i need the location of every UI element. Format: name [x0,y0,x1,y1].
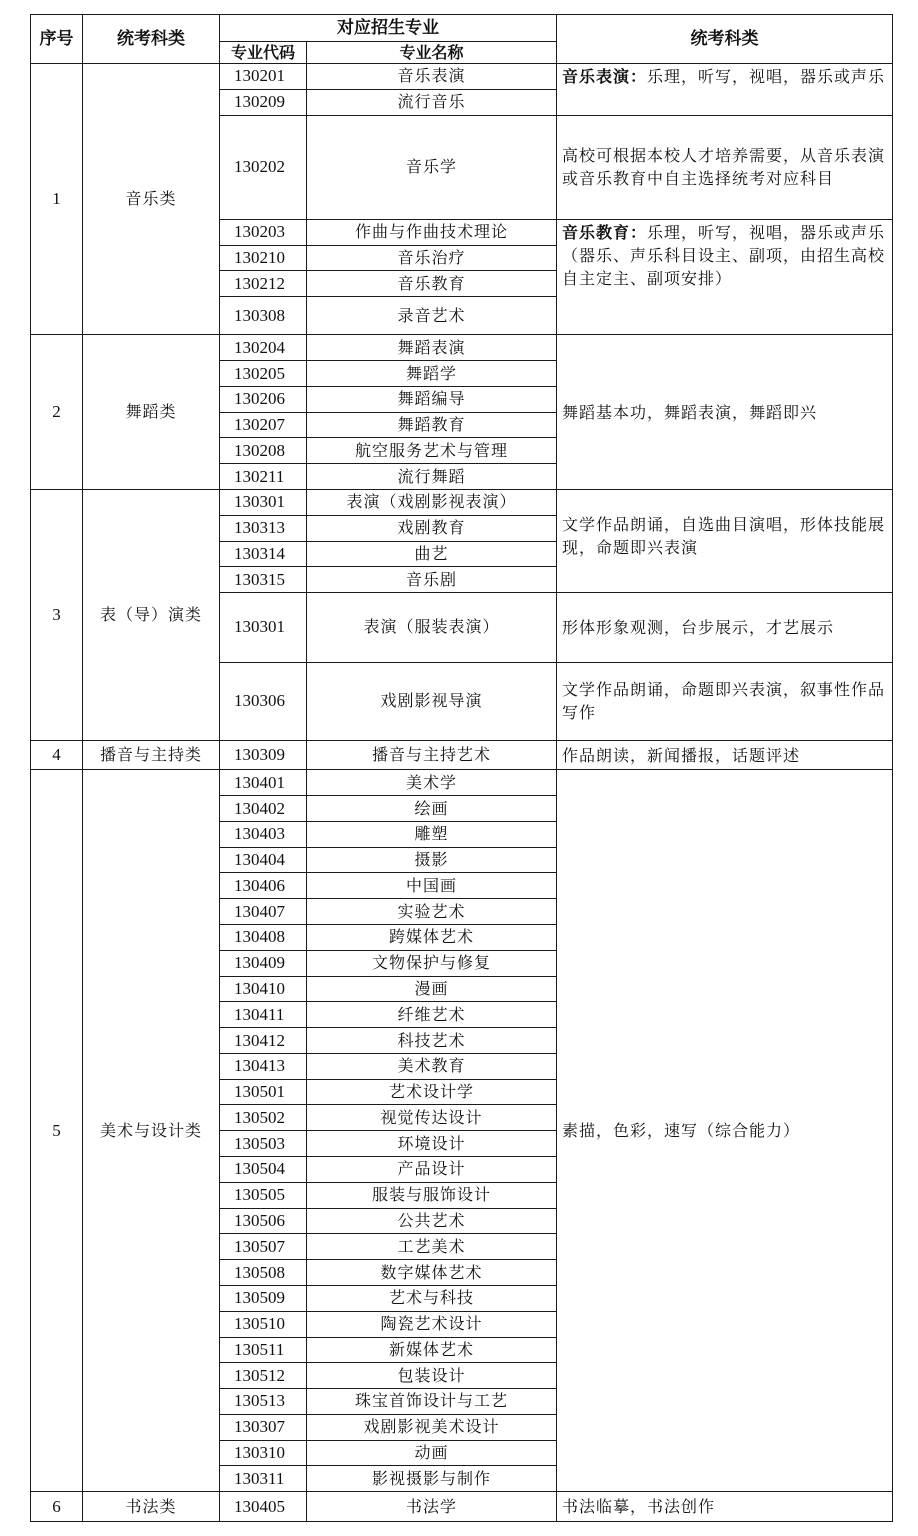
header-category: 统考科类 [83,15,220,64]
major-code: 130402 [220,796,307,822]
major-name: 戏剧影视导演 [307,662,557,741]
major-name: 实验艺术 [307,899,557,925]
major-name: 陶瓷艺术设计 [307,1311,557,1337]
major-code: 130408 [220,925,307,951]
major-code: 130209 [220,89,307,115]
exam-note: 舞蹈基本功，舞蹈表演，舞蹈即兴 [557,335,893,490]
major-code: 130201 [220,64,307,90]
major-code: 130211 [220,464,307,490]
major-code: 130403 [220,821,307,847]
group-category: 舞蹈类 [83,335,220,490]
major-name: 绘画 [307,796,557,822]
major-name: 跨媒体艺术 [307,925,557,951]
major-code: 130511 [220,1337,307,1363]
major-code: 130210 [220,245,307,271]
group-category: 播音与主持类 [83,741,220,770]
major-code: 130202 [220,115,307,219]
group-seq: 5 [31,770,83,1492]
major-name: 航空服务艺术与管理 [307,438,557,464]
exam-note [557,64,893,116]
major-name: 美术学 [307,770,557,796]
major-name: 纤维艺术 [307,1002,557,1028]
major-code: 130301 [220,490,307,516]
major-code: 130204 [220,335,307,361]
major-name: 艺术设计学 [307,1079,557,1105]
exam-note: 素描，色彩，速写（综合能力） [557,770,893,1492]
major-code: 130509 [220,1285,307,1311]
major-code: 130505 [220,1182,307,1208]
major-code: 130411 [220,1002,307,1028]
exam-note [557,219,893,334]
major-name: 环境设计 [307,1131,557,1157]
header-seq: 序号 [31,15,83,64]
major-name: 摄影 [307,847,557,873]
major-name: 艺术与科技 [307,1285,557,1311]
exam-note [557,115,893,219]
group-seq: 4 [31,741,83,770]
major-name: 流行舞蹈 [307,464,557,490]
major-name: 表演（服装表演） [307,593,557,663]
major-code: 130309 [220,741,307,770]
major-code: 130208 [220,438,307,464]
major-name: 表演（戏剧影视表演） [307,490,557,516]
major-name: 播音与主持艺术 [307,741,557,770]
major-name: 数字媒体艺术 [307,1260,557,1286]
major-name: 曲艺 [307,541,557,567]
major-code: 130401 [220,770,307,796]
major-name: 音乐教育 [307,271,557,297]
major-name: 戏剧影视美术设计 [307,1414,557,1440]
exam-note-text: 高校可根据本校人才培养需要，从音乐表演或音乐教育中自主选择统考对应科目 [562,146,886,189]
major-name: 舞蹈教育 [307,412,557,438]
major-code: 130313 [220,515,307,541]
major-code: 130510 [220,1311,307,1337]
major-name: 珠宝首饰设计与工艺 [307,1389,557,1415]
major-name: 工艺美术 [307,1234,557,1260]
major-code: 130503 [220,1131,307,1157]
major-name: 音乐治疗 [307,245,557,271]
major-name: 视觉传达设计 [307,1105,557,1131]
group-seq: 3 [31,490,83,741]
group-seq: 1 [31,64,83,335]
major-name: 音乐剧 [307,567,557,593]
header-name: 专业名称 [307,42,557,64]
major-name: 戏剧教育 [307,515,557,541]
major-code: 130311 [220,1466,307,1492]
group-seq: 2 [31,335,83,490]
major-name: 影视摄影与制作 [307,1466,557,1492]
exam-note-text: 乐理，听写，视唱，器乐或声乐（器乐、声乐科目设主、副项，由招生高校自主定主、副项安排） [562,222,886,288]
group-seq: 6 [31,1492,83,1522]
header-code: 专业代码 [220,42,307,64]
group-category: 书法类 [83,1492,220,1522]
major-code: 130502 [220,1105,307,1131]
exam-note: 作品朗读，新闻播报，话题评述 [557,741,893,770]
exam-note: 文学作品朗诵，命题即兴表演，叙事性作品写作 [557,662,893,741]
major-name: 美术教育 [307,1053,557,1079]
major-code: 130410 [220,976,307,1002]
major-code: 130512 [220,1363,307,1389]
major-name: 公共艺术 [307,1208,557,1234]
major-name: 舞蹈表演 [307,335,557,361]
major-code: 130504 [220,1157,307,1183]
table-row [31,64,893,90]
exam-note-text: 乐理，听写，视唱，器乐或声乐 [647,67,886,86]
major-code: 130501 [220,1079,307,1105]
major-code: 130507 [220,1234,307,1260]
major-name: 录音艺术 [307,297,557,335]
major-code: 130314 [220,541,307,567]
major-code: 130412 [220,1028,307,1054]
major-name: 包装设计 [307,1363,557,1389]
major-code: 130315 [220,567,307,593]
exam-category-table [30,14,893,1522]
exam-note: 书法临摹，书法创作 [557,1492,893,1522]
table-row [31,490,893,516]
major-code: 130508 [220,1260,307,1286]
group-category: 美术与设计类 [83,770,220,1492]
major-code: 130203 [220,219,307,245]
major-name: 雕塑 [307,821,557,847]
exam-note: 文学作品朗诵，自选曲目演唱，形体技能展现，命题即兴表演 [557,490,893,593]
major-name: 动画 [307,1440,557,1466]
major-code: 130308 [220,297,307,335]
major-code: 130206 [220,386,307,412]
group-category: 表（导）演类 [83,490,220,741]
group-category: 音乐类 [83,64,220,335]
major-code: 130205 [220,361,307,387]
major-name: 作曲与作曲技术理论 [307,219,557,245]
major-code: 130307 [220,1414,307,1440]
major-name: 中国画 [307,873,557,899]
exam-note-label: 音乐表演： [562,67,648,86]
major-name: 流行音乐 [307,89,557,115]
major-name: 文物保护与修复 [307,950,557,976]
major-name: 舞蹈编导 [307,386,557,412]
major-name: 服装与服饰设计 [307,1182,557,1208]
exam-note: 形体形象观测，台步展示，才艺展示 [557,593,893,663]
table-row [31,770,893,796]
major-name: 产品设计 [307,1157,557,1183]
major-code: 130406 [220,873,307,899]
major-name: 新媒体艺术 [307,1337,557,1363]
header-exam: 统考科类 [557,15,893,64]
exam-note-label: 音乐教育： [562,222,648,242]
major-name: 音乐表演 [307,64,557,90]
major-code: 130413 [220,1053,307,1079]
major-code: 130404 [220,847,307,873]
major-name: 舞蹈学 [307,361,557,387]
major-name: 书法学 [307,1492,557,1522]
major-code: 130207 [220,412,307,438]
table-row [31,335,893,361]
major-code: 130301 [220,593,307,663]
major-code: 130212 [220,271,307,297]
major-code: 130405 [220,1492,307,1522]
major-code: 130409 [220,950,307,976]
major-name: 科技艺术 [307,1028,557,1054]
major-code: 130513 [220,1389,307,1415]
major-name: 音乐学 [307,115,557,219]
major-code: 130407 [220,899,307,925]
major-name: 漫画 [307,976,557,1002]
table-row [31,1492,893,1522]
table-row [31,741,893,770]
major-code: 130310 [220,1440,307,1466]
major-code: 130506 [220,1208,307,1234]
major-code: 130306 [220,662,307,741]
header-majors-group: 对应招生专业 [220,15,557,42]
